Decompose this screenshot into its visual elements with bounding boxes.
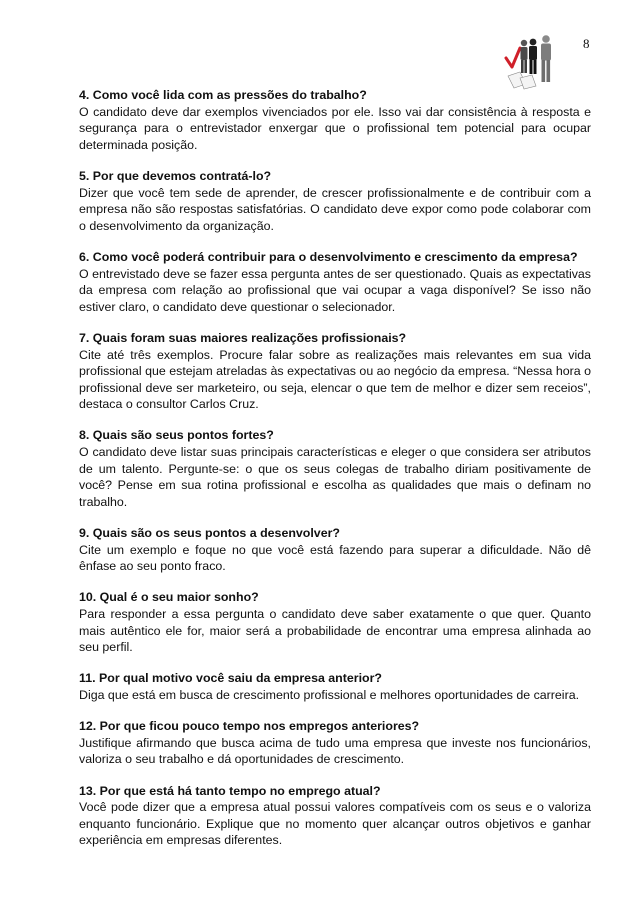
qa-item (79, 168, 591, 234)
question: 9. Quais são os seus pontos a desenvolver? (79, 526, 340, 541)
answer: Cite um exemplo e foque no que você está fazendo para superar a dificuldade. Não dê ênfase ao seu ponto fraco. (79, 542, 591, 574)
question: 4. Como você lida com as pressões do trabalho? (79, 88, 367, 102)
qa-item (79, 783, 591, 849)
question: 5. Por que devemos contratá-lo? (79, 168, 272, 183)
answer: Justifique afirmando que busca acima de tudo uma empresa que investe nos funcionários, valoriza o seu trabalho e dá oportunidades de crescimento. (79, 735, 591, 767)
qa-item (79, 249, 591, 315)
answer: Diga que está em busca de crescimento profissional e melhores oportunidades de carreira. (79, 687, 580, 702)
question: 6. Como você poderá contribuir para o desenvolvimento e crescimento da empresa? (79, 249, 578, 264)
question: 8. Quais são seus pontos fortes? (79, 428, 274, 443)
qa-item (79, 87, 591, 153)
qa-item (79, 330, 591, 413)
question: 11. Por qual motivo você saiu da empresa anterior? (79, 671, 382, 686)
answer: Para responder a essa pergunta o candidato deve saber exatamente o que quer. Quanto mais autêntico ele for, maior será a probabilidade de encontrar uma empresa alinhada ao seu perfil. (79, 607, 591, 655)
answer: O entrevistado deve se fazer essa pergunta antes de ser questionado. Quais as expectativas da empresa com relação ao profissional que vai ocupar a vaga disponível? Se isso não estiver claro, o candidato deve questionar o selecionador. (79, 266, 591, 314)
answer: O candidato deve dar exemplos vivenciados por ele. Isso vai dar consistência à resposta e segurança para o entrevistador enxergar que o profissional tem potencial para ocupar determinada posição. (79, 104, 591, 152)
qa-item (79, 525, 591, 575)
question: 13. Por que está há tanto tempo no emprego atual? (79, 783, 381, 798)
answer: Cite até três exemplos. Procure falar sobre as realizações mais relevantes em sua vida profissional que estejam atreladas às expectativas ou ao negócio da empresa. “Nessa hora o profissional deve ser marketeiro, ou seja, elencar o que tem de melhor e dizer sem receios”, destaca o consultor Carlos Cruz. (79, 347, 591, 412)
answer: Você pode dizer que a empresa atual possui valores compatíveis com os seus e o valoriza enquanto funcionário. Explique que no momento quer alcançar outros objetivos e ganhar experiência em empresas diferentes. (79, 800, 591, 848)
answer: O candidato deve listar suas principais características e eleger o que considera ser atributos de um talento. Pergunte-se: o que os seus colegas de trabalho diriam positivamente de você? Pense em sua rotina profissional e escolha as qualidades que mais o definam no trabalho. (79, 445, 591, 509)
qa-item (79, 427, 591, 510)
qa-item (79, 718, 591, 768)
question: 7. Quais foram suas maiores realizações profissionais? (79, 330, 407, 345)
answer: Dizer que você tem sede de aprender, de crescer profissionalmente e de contribuir com a empresa não são respostas satisfatórias. O candidato deve expor como pode colaborar com o desenvolvimento da organização. (79, 185, 591, 233)
page-number: 8 (583, 36, 590, 51)
business-people-checklist-icon (502, 34, 562, 90)
question: 10. Qual é o seu maior sonho? (79, 590, 259, 605)
qa-list (79, 87, 591, 864)
qa-item (79, 589, 591, 655)
question: 12. Por que ficou pouco tempo nos empregos anteriores? (79, 719, 420, 734)
qa-item (79, 670, 591, 703)
